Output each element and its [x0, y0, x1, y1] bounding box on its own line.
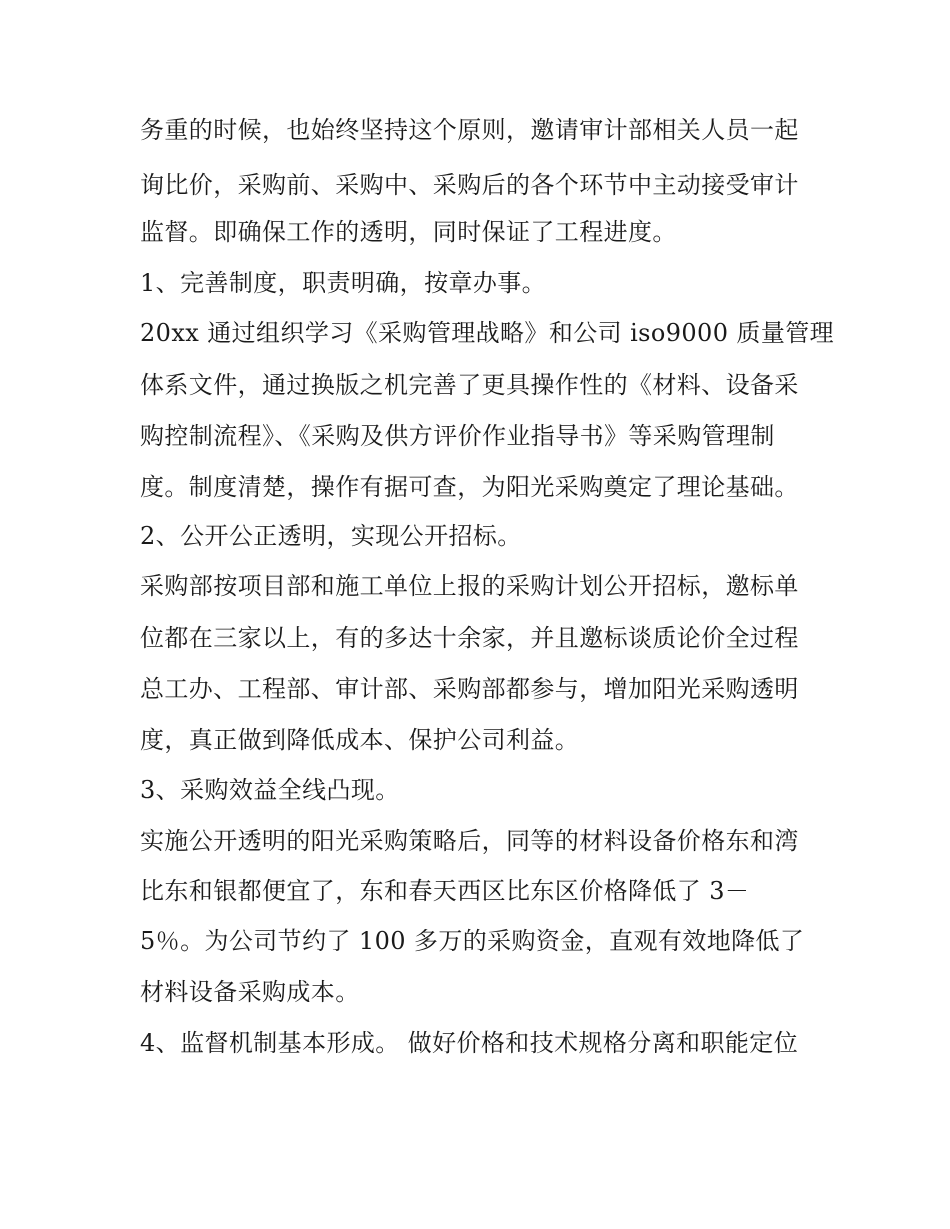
paragraph-line: 材料设备采购成本。: [140, 978, 360, 1006]
section-heading-3: 3、采购效益全线凸现。: [140, 776, 400, 804]
paragraph-line: 务重的时候，也始终坚持这个原则，邀请审计部相关人员一起: [140, 116, 799, 144]
paragraph-line: 度，真正做到降低成本、保护公司利益。: [140, 726, 580, 754]
paragraph-line: 总工办、工程部、审计部、采购部都参与，增加阳光采购透明: [140, 675, 799, 703]
paragraph-line: 体系文件，通过换版之机完善了更具操作性的《材料、设备采: [140, 371, 799, 399]
paragraph-line: 5％。为公司节约了 100 多万的采购资金，直观有效地降低了: [140, 927, 805, 955]
paragraph-line: 度。制度清楚，操作有据可查，为阳光采购奠定了理论基础。: [140, 473, 799, 501]
paragraph-line: 监督。即确保工作的透明，同时保证了工程进度。: [140, 218, 677, 246]
paragraph-line: 20xx 通过组织学习《采购管理战略》和公司 iso9000 质量管理: [140, 319, 835, 347]
paragraph-line: 位都在三家以上，有的多达十余家，并且邀标谈质论价全过程: [140, 624, 799, 652]
paragraph-line: 实施公开透明的阳光采购策略后，同等的材料设备价格东和湾: [140, 827, 799, 855]
section-heading-4: 4、监督机制基本形成。 做好价格和技术规格分离和职能定位: [140, 1029, 799, 1057]
paragraph-line: 采购部按项目部和施工单位上报的采购计划公开招标，邀标单: [140, 572, 799, 600]
section-heading-2: 2、公开公正透明，实现公开招标。: [140, 522, 522, 550]
paragraph-line: 比东和银都便宜了，东和春天西区比东区价格降低了 3－: [140, 877, 750, 905]
paragraph-line: 购控制流程》、《采购及供方评价作业指导书》等采购管理制: [140, 422, 775, 450]
section-heading-1: 1、完善制度，职责明确，按章办事。: [140, 269, 547, 297]
paragraph-line: 询比价，采购前、采购中、采购后的各个环节中主动接受审计: [140, 171, 799, 199]
